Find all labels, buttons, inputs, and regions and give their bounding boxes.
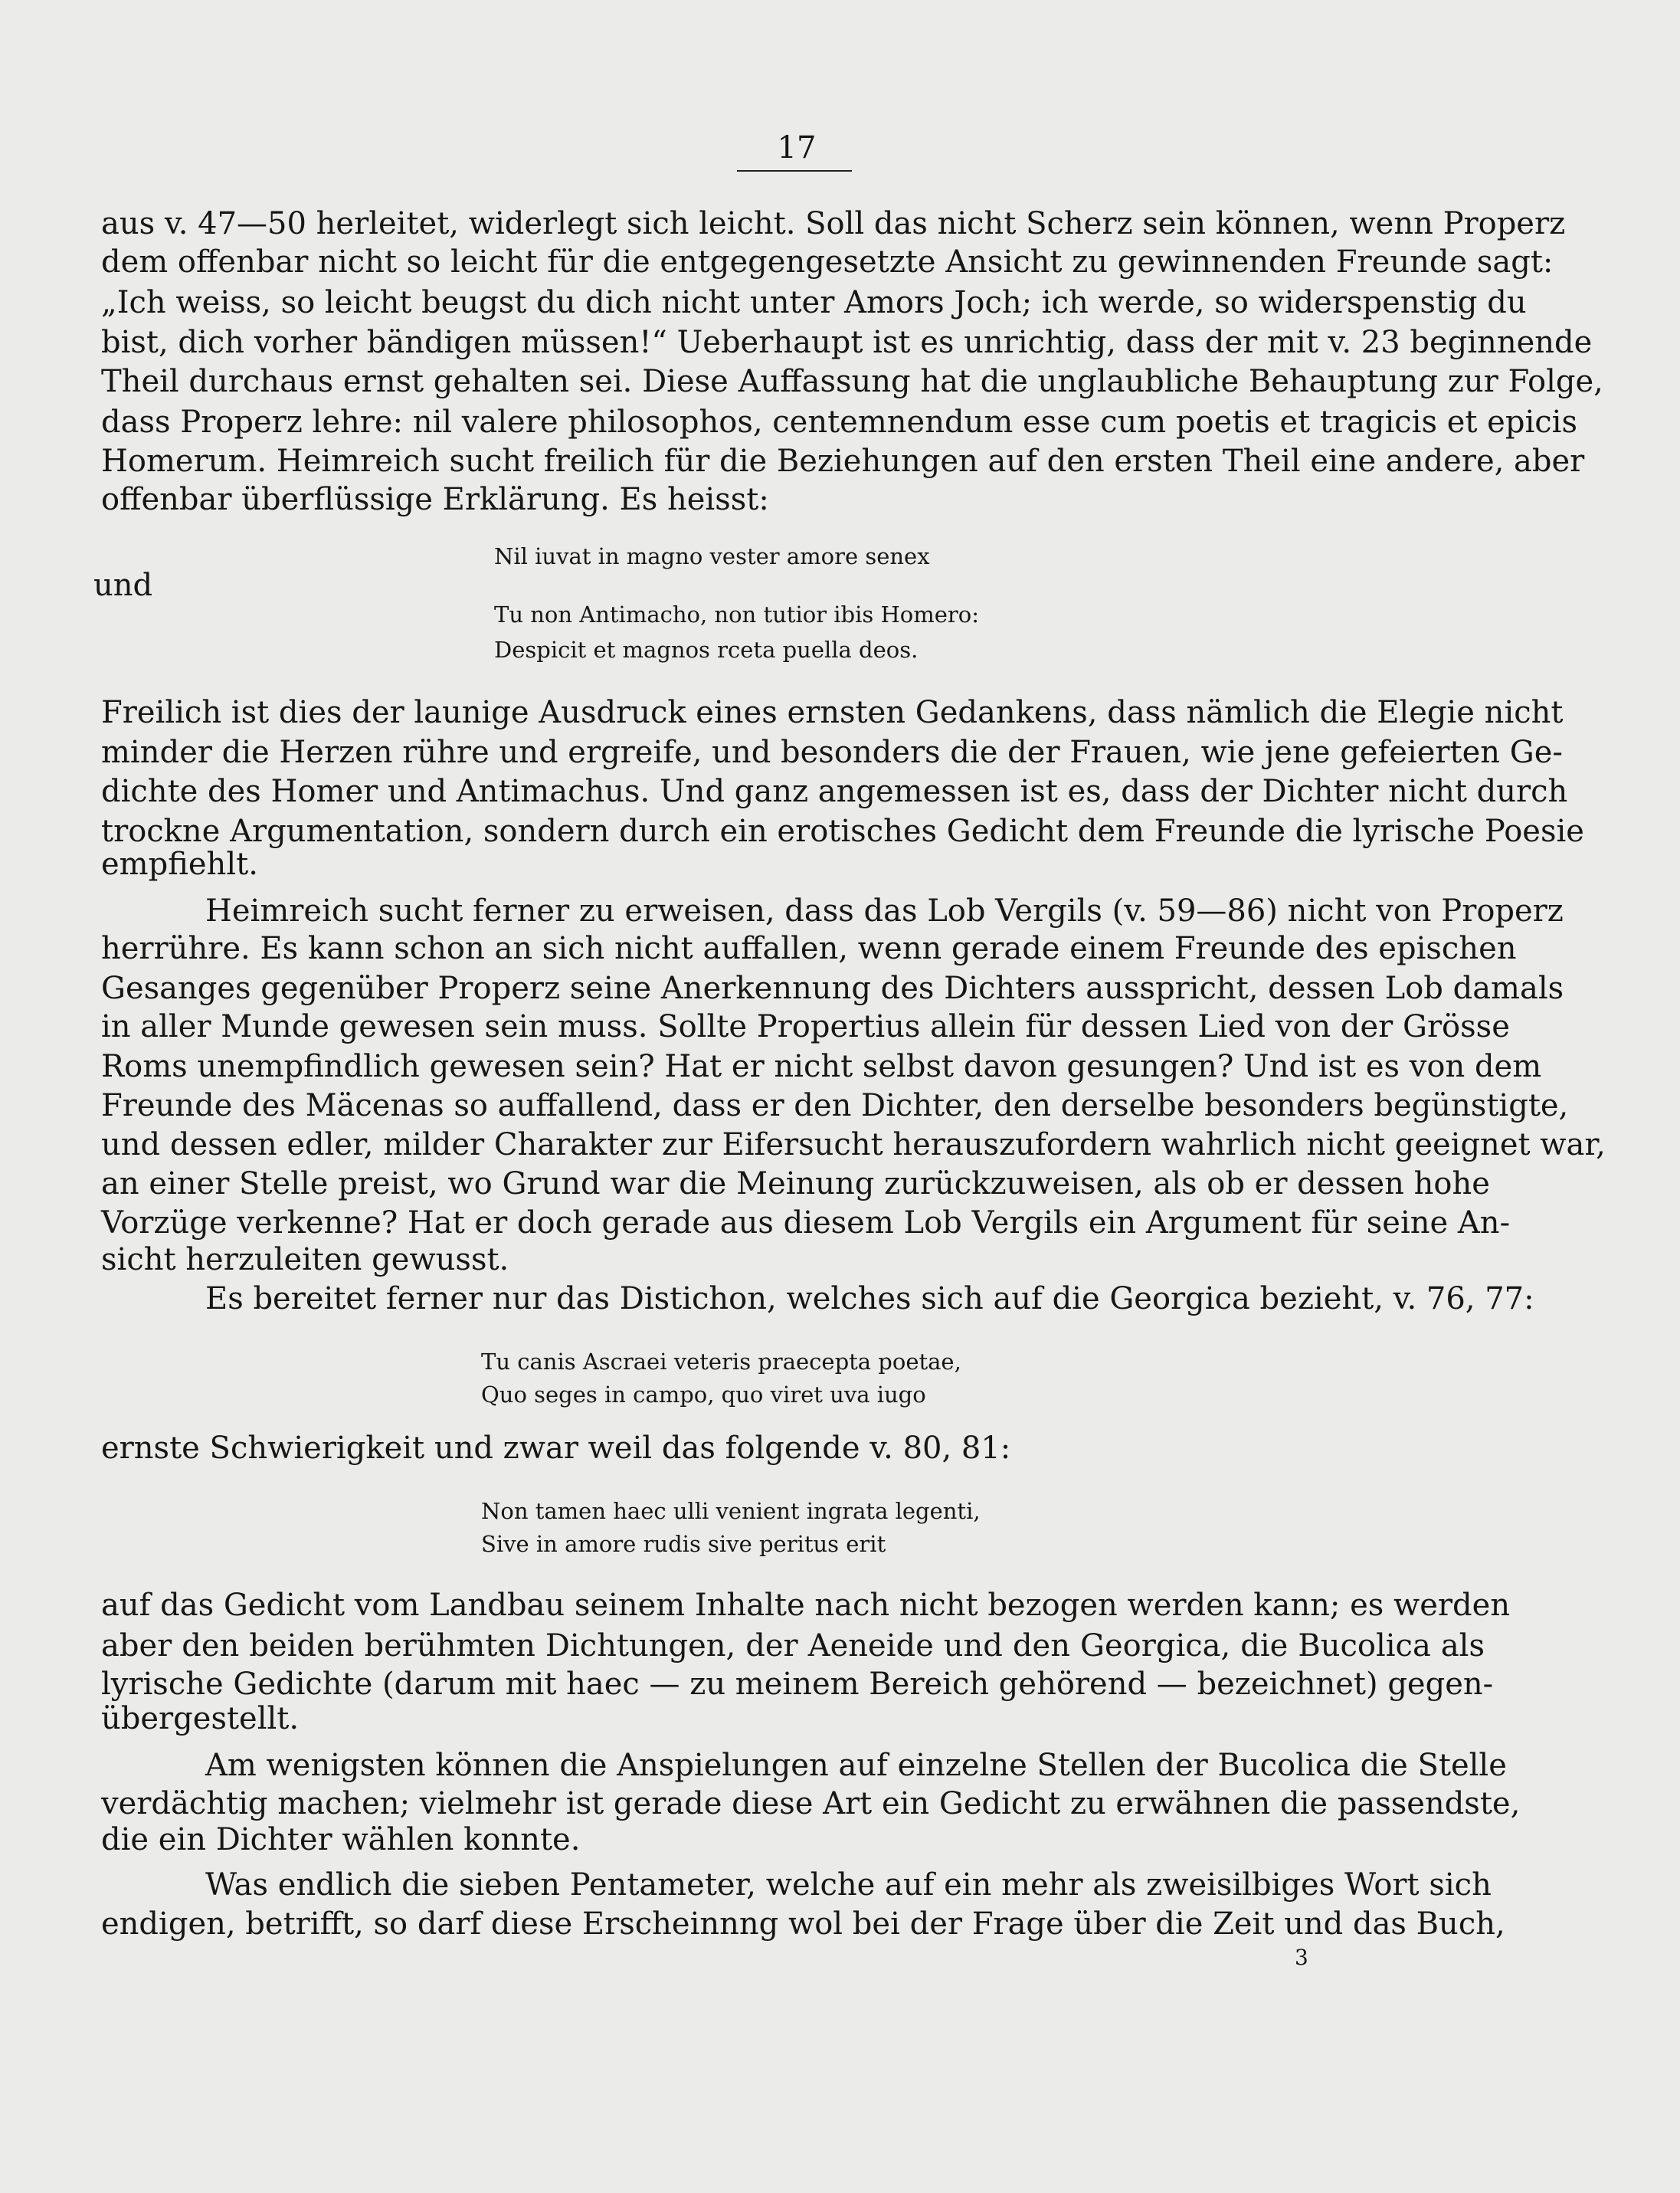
- verse-line: Nil iuvat in magno vester amore senex: [494, 543, 930, 569]
- text-line: Was endlich die sieben Pentameter, welche auf ein mehr als zweisilbiges Wort sich: [205, 1867, 1492, 1903]
- text-line: trockne Argumentation, sondern durch ein erotisches Gedicht dem Freunde die lyrische Poesie: [101, 814, 1584, 849]
- verse-line: Quo seges in campo, quo viret uva iugo: [481, 1382, 926, 1408]
- text-line: Theil durchaus ernst gehalten sei. Diese Auffassung hat die unglaubliche Behauptung zur Folge,: [101, 364, 1603, 399]
- verse-line: Tu non Antimacho, non tutior ibis Homero:: [494, 602, 979, 628]
- text-line: Es bereitet ferner nur das Distichon, welches sich auf die Georgica bezieht, v. 76, 77:: [205, 1281, 1534, 1316]
- text-line: endigen, betrifft, so darf diese Erscheinnng wol bei der Frage über die Zeit und das Buch,: [101, 1906, 1505, 1942]
- text-line: Roms unempfindlich gewesen sein? Hat er nicht selbst davon gesungen? Und ist es von dem: [101, 1049, 1542, 1084]
- signature-mark: 3: [1295, 1945, 1308, 1970]
- text-line: bist, dich vorher bändigen müssen!“ Ueberhaupt ist es unrichtig, dass der mit v. 23 beginnende: [101, 325, 1593, 360]
- text-line: dem offenbar nicht so leicht für die entgegengesetzte Ansicht zu gewinnenden Freunde sagt:: [101, 244, 1554, 280]
- text-line: verdächtig machen; vielmehr ist gerade diese Art ein Gedicht zu erwähnen die passendste,: [101, 1786, 1521, 1821]
- text-line: Homerum. Heimreich sucht freilich für die Beziehungen auf den ersten Theil eine andere, aber: [101, 444, 1585, 479]
- text-line: Vorzüge verkenne? Hat er doch gerade aus diesem Lob Vergils ein Argument für seine An-: [101, 1205, 1511, 1241]
- verse-line: Non tamen haec ulli venient ingrata legenti,: [481, 1498, 981, 1524]
- text-line: sicht herzuleiten gewusst.: [101, 1242, 509, 1277]
- text-line: in aller Munde gewesen sein muss. Sollte Propertius allein für dessen Lied von der Grösse: [101, 1009, 1510, 1044]
- text-line: übergestellt.: [101, 1701, 300, 1736]
- text-line: „Ich weiss, so leicht beugst du dich nicht unter Amors Joch; ich werde, so widerspenstig du: [101, 285, 1527, 320]
- text-line: herrühre. Es kann schon an sich nicht auffallen, wenn gerade einem Freunde des epischen: [101, 931, 1517, 966]
- text-line: aus v. 47—50 herleitet, widerlegt sich leicht. Soll das nicht Scherz sein können, wenn Properz: [101, 206, 1566, 241]
- text-line: und dessen edler, milder Charakter zur Eifersucht herauszufordern wahrlich nicht geeignet war,: [101, 1127, 1606, 1162]
- page-number-rule: [737, 170, 852, 172]
- text-line: Heimreich sucht ferner zu erweisen, dass das Lob Vergils (v. 59—86) nicht von Properz: [205, 893, 1564, 929]
- verse-line: Despicit et magnos rceta puella deos.: [494, 637, 919, 663]
- text-line: die ein Dichter wählen konnte.: [101, 1822, 581, 1857]
- text-line: dass Properz lehre: nil valere philosophos, centemnendum esse cum poetis et tragicis et epicis: [101, 405, 1577, 440]
- text-line: auf das Gedicht vom Landbau seinem Inhalte nach nicht bezogen werden kann; es werden: [101, 1588, 1511, 1623]
- text-line: aber den beiden berühmten Dichtungen, der Aeneide und den Georgica, die Bucolica als: [101, 1628, 1485, 1664]
- text-line: Gesanges gegenüber Properz seine Anerkennung des Dichters ausspricht, dessen Lob damals: [101, 971, 1564, 1006]
- text-line: dichte des Homer und Antimachus. Und ganz angemessen ist es, dass der Dichter nicht durch: [101, 774, 1568, 809]
- text-line: empfiehlt.: [101, 847, 258, 882]
- text-line: Freunde des Mäcenas so auffallend, dass er den Dichter, den derselbe besonders begünstigte,: [101, 1088, 1569, 1123]
- text-line: ernste Schwierigkeit und zwar weil das folgende v. 80, 81:: [101, 1431, 1011, 1466]
- text-line: Freilich ist dies der launige Ausdruck eines ernsten Gedankens, dass nämlich die Elegie nicht: [101, 695, 1564, 730]
- verse-line: Sive in amore rudis sive peritus erit: [481, 1531, 886, 1557]
- text-line: an einer Stelle preist, wo Grund war die Meinung zurückzuweisen, als ob er dessen hohe: [101, 1166, 1490, 1201]
- text-line: minder die Herzen rühre und ergreife, und besonders die der Frauen, wie jene gefeierten Ge-: [101, 735, 1563, 770]
- text-line: lyrische Gedichte (darum mit haec — zu meinem Bereich gehörend — bezeichnet) gegen-: [101, 1667, 1494, 1702]
- text-line: Am wenigsten können die Anspielungen auf einzelne Stellen der Bucolica die Stelle: [205, 1748, 1507, 1783]
- connector-word: und: [93, 568, 153, 603]
- verse-line: Tu canis Ascraei veteris praecepta poetae,: [481, 1349, 961, 1375]
- text-line: offenbar überflüssige Erklärung. Es heisst:: [101, 482, 769, 517]
- page-number: 17: [777, 130, 817, 166]
